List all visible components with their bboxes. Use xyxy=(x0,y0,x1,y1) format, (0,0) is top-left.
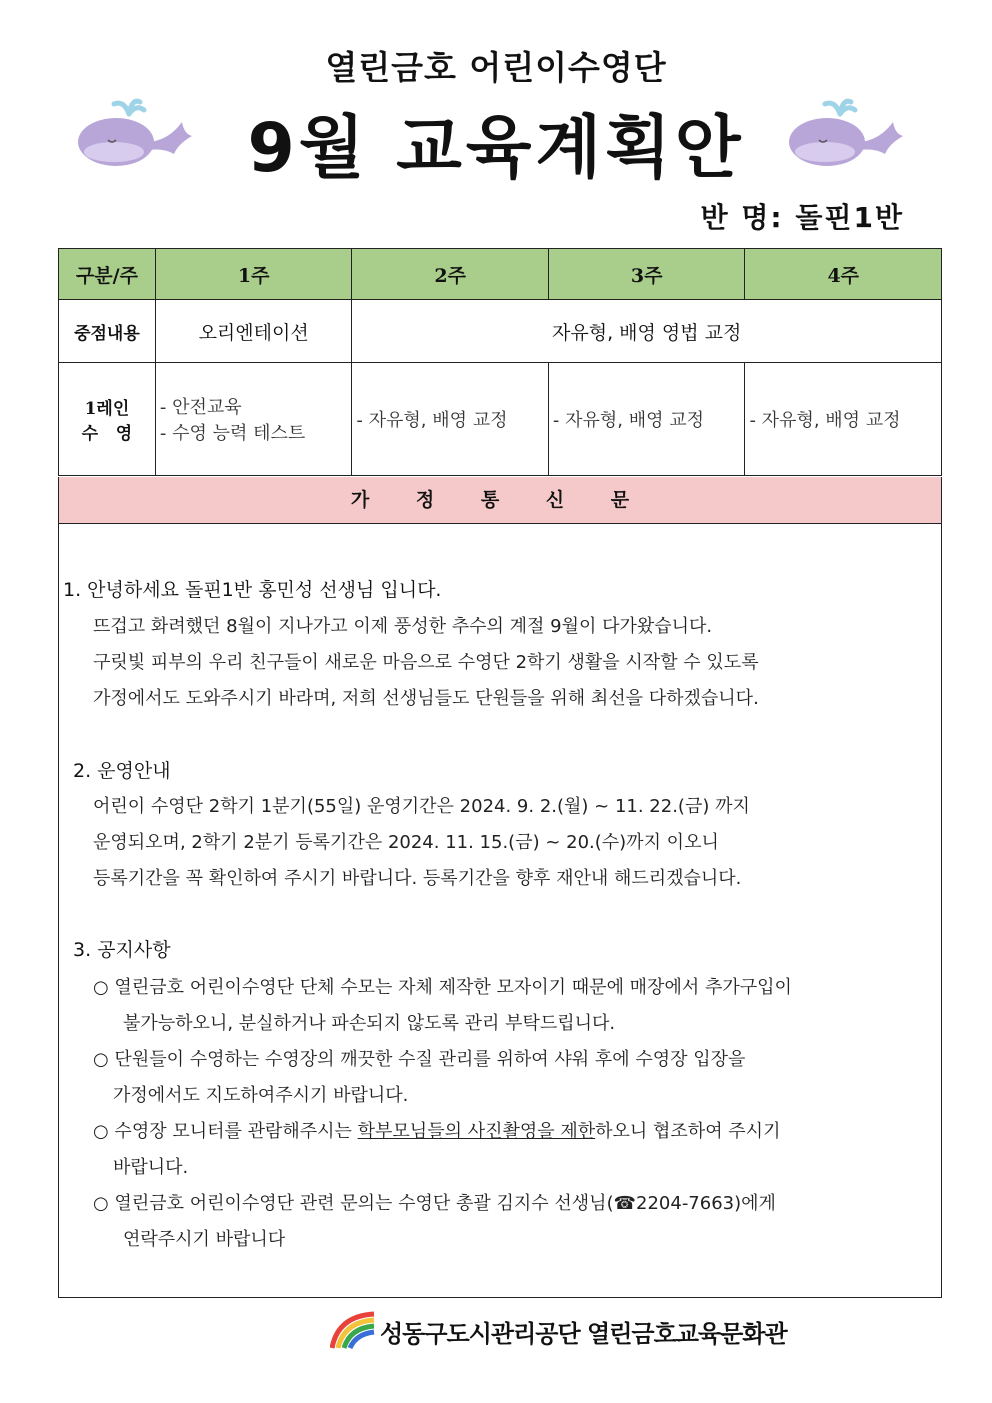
notice-line: 가정에서도 지도하여주시기 바랍니다. xyxy=(113,1085,409,1106)
notice-text: 하오니 협조하여 주시기 xyxy=(595,1121,781,1142)
notice-underlined-text: 학부모님들의 사진촬영을 제한 xyxy=(357,1121,596,1142)
week1-lane xyxy=(155,363,352,476)
notice-line: 뜨겁고 화려했던 8월이 지나가고 이제 풍성한 추수의 계절 9월이 다가왔습니다. xyxy=(93,616,713,637)
notice-line: ○ 단원들이 수영하는 수영장의 깨끗한 수질 관리를 위하여 샤워 후에 수영장 입장을 xyxy=(93,1049,746,1070)
table-header-cell: 4주 xyxy=(745,249,942,300)
table-header-cell: 구분/주 xyxy=(59,249,156,300)
notice-text: ○ 수영장 모니터를 관람해주시는 xyxy=(93,1121,358,1142)
week1-lane-line2: - 수영 능력 테스트 xyxy=(159,423,306,444)
table-header-cell: 1주 xyxy=(155,249,352,300)
table-header-row xyxy=(59,249,942,300)
week3-lane: - 자유형, 배영 교정 xyxy=(548,363,745,476)
notice-line: 연락주시기 바랍니다 xyxy=(123,1229,286,1250)
table-row xyxy=(59,300,942,363)
notice-line xyxy=(93,1117,780,1143)
document-title: 9월 교육계획안 xyxy=(247,109,745,188)
row-label-focus: 중점내용 xyxy=(59,300,156,363)
notice-line: 불가능하오니, 분실하거나 파손되지 않도록 관리 부탁드립니다. xyxy=(123,1013,616,1034)
week2-lane: - 자유형, 배영 교정 xyxy=(352,363,549,476)
rainbow-logo-icon xyxy=(330,1310,376,1350)
table-header-cell: 2주 xyxy=(352,249,549,300)
footer-logo xyxy=(330,1306,787,1352)
week1-lane-line1: - 안전교육 xyxy=(159,397,242,418)
notice-line: ○ 열린금호 어린이수영단 단체 수모는 자체 제작한 모자이기 때문에 매장에서 추가구입이 xyxy=(93,977,792,998)
table-header-cell: 3주 xyxy=(548,249,745,300)
notice-title: 가 정 통 신 문 xyxy=(59,477,941,524)
table-row xyxy=(59,363,942,476)
row-label-lane-line2: 수 영 xyxy=(81,424,133,444)
document-subtitle: 열린금호 어린이수영단 xyxy=(325,48,667,87)
week2-4-focus: 자유형, 배영 영법 교정 xyxy=(352,300,942,363)
notice-line: 2. 운영안내 xyxy=(73,760,171,782)
row-label-lane xyxy=(59,363,156,476)
row-label-lane-line1: 1레인 xyxy=(84,399,130,419)
notice-line: 운영되오며, 2학기 2분기 등록기간은 2024. 11. 15.(금) ~ 20.(수)까지 이오니 xyxy=(93,832,719,853)
class-name: 반 명: 돌핀1반 xyxy=(700,201,904,234)
notice-line: ○ 열린금호 어린이수영단 관련 문의는 수영단 총괄 김지수 선생님(☎2204-7663)에게 xyxy=(93,1193,776,1214)
notice-line: 바랍니다. xyxy=(113,1157,189,1178)
notice-line: 등록기간을 꼭 확인하여 주시기 바랍니다. 등록기간을 향후 재안내 해드리겠습니다. xyxy=(93,868,742,889)
whale-icon xyxy=(785,92,905,172)
footer-org-name: 성동구도시관리공단 열린금호교육문화관 xyxy=(380,1320,787,1348)
notice-line: 구릿빛 피부의 우리 친구들이 새로운 마음으로 수영단 2학기 생활을 시작할 수 있도록 xyxy=(93,652,759,673)
notice-line: 3. 공지사항 xyxy=(73,939,171,961)
notice-section xyxy=(58,477,942,1298)
week1-focus: 오리엔테이션 xyxy=(155,300,352,363)
notice-line: 1. 안녕하세요 돌핀1반 홍민성 선생님 입니다. xyxy=(63,579,442,601)
notice-line: 어린이 수영단 2학기 1분기(55일) 운영기간은 2024. 9. 2.(월) ~ 11. 22.(금) 까지 xyxy=(93,796,750,817)
plan-table xyxy=(58,248,942,476)
notice-line: 가정에서도 도와주시기 바라며, 저희 선생님들도 단원들을 위해 최선을 다하겠습니다. xyxy=(93,688,759,709)
week4-lane: - 자유형, 배영 교정 xyxy=(745,363,942,476)
